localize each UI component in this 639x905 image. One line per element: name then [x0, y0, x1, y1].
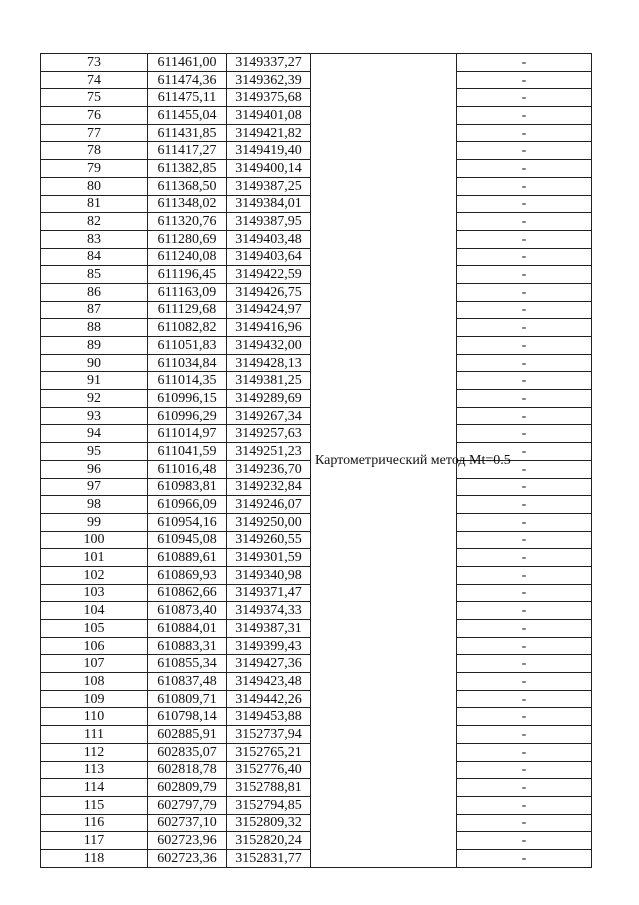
x-coordinate-cell: 602797,79	[148, 796, 227, 814]
x-coordinate-cell: 602723,36	[148, 849, 227, 867]
x-coordinate-cell: 610945,08	[148, 531, 227, 549]
accuracy-cell: -	[457, 443, 592, 461]
accuracy-cell: -	[457, 761, 592, 779]
accuracy-cell: -	[457, 460, 592, 478]
x-coordinate-cell: 611016,48	[148, 460, 227, 478]
accuracy-cell: -	[457, 531, 592, 549]
x-coordinate-cell: 602723,96	[148, 832, 227, 850]
y-coordinate-cell: 3149301,59	[227, 549, 311, 567]
point-number-cell: 110	[41, 708, 148, 726]
x-coordinate-cell: 610883,31	[148, 637, 227, 655]
point-number-cell: 100	[41, 531, 148, 549]
x-coordinate-cell: 610954,16	[148, 513, 227, 531]
x-coordinate-cell: 611014,35	[148, 372, 227, 390]
x-coordinate-cell: 611051,83	[148, 337, 227, 355]
point-number-cell: 89	[41, 337, 148, 355]
accuracy-cell: -	[457, 832, 592, 850]
accuracy-cell: -	[457, 248, 592, 266]
y-coordinate-cell: 3149267,34	[227, 407, 311, 425]
accuracy-cell: -	[457, 779, 592, 797]
y-coordinate-cell: 3149400,14	[227, 160, 311, 178]
point-number-cell: 113	[41, 761, 148, 779]
point-number-cell: 109	[41, 690, 148, 708]
point-number-cell: 79	[41, 160, 148, 178]
y-coordinate-cell: 3149387,31	[227, 620, 311, 638]
point-number-cell: 98	[41, 496, 148, 514]
x-coordinate-cell: 611368,50	[148, 177, 227, 195]
y-coordinate-cell: 3149375,68	[227, 89, 311, 107]
point-number-cell: 90	[41, 354, 148, 372]
y-coordinate-cell: 3149419,40	[227, 142, 311, 160]
point-number-cell: 76	[41, 107, 148, 125]
y-coordinate-cell: 3152831,77	[227, 849, 311, 867]
x-coordinate-cell: 610983,81	[148, 478, 227, 496]
y-coordinate-cell: 3152737,94	[227, 726, 311, 744]
accuracy-cell: -	[457, 549, 592, 567]
x-coordinate-cell: 611348,02	[148, 195, 227, 213]
y-coordinate-cell: 3149422,59	[227, 266, 311, 284]
point-number-cell: 85	[41, 266, 148, 284]
accuracy-cell: -	[457, 107, 592, 125]
y-coordinate-cell: 3149403,48	[227, 230, 311, 248]
point-number-cell: 116	[41, 814, 148, 832]
x-coordinate-cell: 602885,91	[148, 726, 227, 744]
coordinates-table-body	[41, 54, 592, 868]
x-coordinate-cell: 611382,85	[148, 160, 227, 178]
x-coordinate-cell: 611431,85	[148, 124, 227, 142]
x-coordinate-cell: 611041,59	[148, 443, 227, 461]
y-coordinate-cell: 3149427,36	[227, 655, 311, 673]
x-coordinate-cell: 602818,78	[148, 761, 227, 779]
x-coordinate-cell: 610837,48	[148, 673, 227, 691]
point-number-cell: 81	[41, 195, 148, 213]
point-number-cell: 101	[41, 549, 148, 567]
x-coordinate-cell: 602809,79	[148, 779, 227, 797]
y-coordinate-cell: 3152809,32	[227, 814, 311, 832]
x-coordinate-cell: 602835,07	[148, 743, 227, 761]
y-coordinate-cell: 3149289,69	[227, 390, 311, 408]
accuracy-cell: -	[457, 301, 592, 319]
y-coordinate-cell: 3149421,82	[227, 124, 311, 142]
accuracy-cell: -	[457, 425, 592, 443]
point-number-cell: 93	[41, 407, 148, 425]
accuracy-cell: -	[457, 620, 592, 638]
accuracy-cell: -	[457, 584, 592, 602]
point-number-cell: 91	[41, 372, 148, 390]
y-coordinate-cell: 3149260,55	[227, 531, 311, 549]
x-coordinate-cell: 611417,27	[148, 142, 227, 160]
y-coordinate-cell: 3149236,70	[227, 460, 311, 478]
x-coordinate-cell: 602737,10	[148, 814, 227, 832]
accuracy-cell: -	[457, 655, 592, 673]
x-coordinate-cell: 611320,76	[148, 213, 227, 231]
point-number-cell: 99	[41, 513, 148, 531]
y-coordinate-cell: 3152776,40	[227, 761, 311, 779]
y-coordinate-cell: 3149399,43	[227, 637, 311, 655]
point-number-cell: 102	[41, 566, 148, 584]
point-number-cell: 82	[41, 213, 148, 231]
x-coordinate-cell: 611474,36	[148, 71, 227, 89]
accuracy-cell: -	[457, 478, 592, 496]
y-coordinate-cell: 3152765,21	[227, 743, 311, 761]
y-coordinate-cell: 3149371,47	[227, 584, 311, 602]
y-coordinate-cell: 3149337,27	[227, 54, 311, 72]
x-coordinate-cell: 610798,14	[148, 708, 227, 726]
accuracy-cell: -	[457, 266, 592, 284]
y-coordinate-cell: 3149250,00	[227, 513, 311, 531]
y-coordinate-cell: 3149384,01	[227, 195, 311, 213]
accuracy-cell: -	[457, 354, 592, 372]
accuracy-cell: -	[457, 849, 592, 867]
point-number-cell: 83	[41, 230, 148, 248]
point-number-cell: 104	[41, 602, 148, 620]
table-row	[41, 54, 592, 72]
accuracy-cell: -	[457, 513, 592, 531]
accuracy-cell: -	[457, 637, 592, 655]
method-cell: Картометрический метод Mt=0.5	[311, 54, 457, 868]
point-number-cell: 103	[41, 584, 148, 602]
accuracy-cell: -	[457, 54, 592, 72]
point-number-cell: 114	[41, 779, 148, 797]
point-number-cell: 108	[41, 673, 148, 691]
point-number-cell: 106	[41, 637, 148, 655]
point-number-cell: 73	[41, 54, 148, 72]
accuracy-cell: -	[457, 160, 592, 178]
x-coordinate-cell: 611129,68	[148, 301, 227, 319]
x-coordinate-cell: 611455,04	[148, 107, 227, 125]
y-coordinate-cell: 3152794,85	[227, 796, 311, 814]
x-coordinate-cell: 611461,00	[148, 54, 227, 72]
y-coordinate-cell: 3149453,88	[227, 708, 311, 726]
accuracy-cell: -	[457, 372, 592, 390]
x-coordinate-cell: 611163,09	[148, 283, 227, 301]
point-number-cell: 88	[41, 319, 148, 337]
x-coordinate-cell: 610862,66	[148, 584, 227, 602]
accuracy-cell: -	[457, 89, 592, 107]
x-coordinate-cell: 610966,09	[148, 496, 227, 514]
x-coordinate-cell: 611014,97	[148, 425, 227, 443]
accuracy-cell: -	[457, 690, 592, 708]
x-coordinate-cell: 610996,15	[148, 390, 227, 408]
accuracy-cell: -	[457, 708, 592, 726]
y-coordinate-cell: 3149246,07	[227, 496, 311, 514]
accuracy-cell: -	[457, 796, 592, 814]
accuracy-cell: -	[457, 195, 592, 213]
accuracy-cell: -	[457, 602, 592, 620]
accuracy-cell: -	[457, 407, 592, 425]
y-coordinate-cell: 3149340,98	[227, 566, 311, 584]
point-number-cell: 96	[41, 460, 148, 478]
accuracy-cell: -	[457, 213, 592, 231]
accuracy-cell: -	[457, 142, 592, 160]
x-coordinate-cell: 610873,40	[148, 602, 227, 620]
point-number-cell: 74	[41, 71, 148, 89]
y-coordinate-cell: 3149251,23	[227, 443, 311, 461]
x-coordinate-cell: 610884,01	[148, 620, 227, 638]
accuracy-cell: -	[457, 71, 592, 89]
point-number-cell: 86	[41, 283, 148, 301]
accuracy-cell: -	[457, 726, 592, 744]
y-coordinate-cell: 3152788,81	[227, 779, 311, 797]
y-coordinate-cell: 3149426,75	[227, 283, 311, 301]
point-number-cell: 118	[41, 849, 148, 867]
point-number-cell: 115	[41, 796, 148, 814]
point-number-cell: 107	[41, 655, 148, 673]
x-coordinate-cell: 611196,45	[148, 266, 227, 284]
accuracy-cell: -	[457, 673, 592, 691]
x-coordinate-cell: 610996,29	[148, 407, 227, 425]
y-coordinate-cell: 3149416,96	[227, 319, 311, 337]
y-coordinate-cell: 3149401,08	[227, 107, 311, 125]
accuracy-cell: -	[457, 230, 592, 248]
y-coordinate-cell: 3152820,24	[227, 832, 311, 850]
accuracy-cell: -	[457, 124, 592, 142]
point-number-cell: 80	[41, 177, 148, 195]
x-coordinate-cell: 611034,84	[148, 354, 227, 372]
coordinates-table	[40, 53, 592, 868]
accuracy-cell: -	[457, 496, 592, 514]
x-coordinate-cell: 611082,82	[148, 319, 227, 337]
point-number-cell: 77	[41, 124, 148, 142]
accuracy-cell: -	[457, 283, 592, 301]
y-coordinate-cell: 3149257,63	[227, 425, 311, 443]
y-coordinate-cell: 3149362,39	[227, 71, 311, 89]
x-coordinate-cell: 610855,34	[148, 655, 227, 673]
accuracy-cell: -	[457, 337, 592, 355]
point-number-cell: 92	[41, 390, 148, 408]
x-coordinate-cell: 610889,61	[148, 549, 227, 567]
point-number-cell: 111	[41, 726, 148, 744]
point-number-cell: 94	[41, 425, 148, 443]
y-coordinate-cell: 3149403,64	[227, 248, 311, 266]
accuracy-cell: -	[457, 743, 592, 761]
accuracy-cell: -	[457, 566, 592, 584]
point-number-cell: 112	[41, 743, 148, 761]
accuracy-cell: -	[457, 390, 592, 408]
y-coordinate-cell: 3149428,13	[227, 354, 311, 372]
x-coordinate-cell: 611280,69	[148, 230, 227, 248]
point-number-cell: 95	[41, 443, 148, 461]
y-coordinate-cell: 3149232,84	[227, 478, 311, 496]
y-coordinate-cell: 3149423,48	[227, 673, 311, 691]
point-number-cell: 84	[41, 248, 148, 266]
accuracy-cell: -	[457, 319, 592, 337]
y-coordinate-cell: 3149387,25	[227, 177, 311, 195]
point-number-cell: 117	[41, 832, 148, 850]
x-coordinate-cell: 610869,93	[148, 566, 227, 584]
y-coordinate-cell: 3149432,00	[227, 337, 311, 355]
point-number-cell: 78	[41, 142, 148, 160]
x-coordinate-cell: 611475,11	[148, 89, 227, 107]
point-number-cell: 75	[41, 89, 148, 107]
point-number-cell: 97	[41, 478, 148, 496]
y-coordinate-cell: 3149442,26	[227, 690, 311, 708]
x-coordinate-cell: 611240,08	[148, 248, 227, 266]
y-coordinate-cell: 3149387,95	[227, 213, 311, 231]
y-coordinate-cell: 3149381,25	[227, 372, 311, 390]
y-coordinate-cell: 3149374,33	[227, 602, 311, 620]
y-coordinate-cell: 3149424,97	[227, 301, 311, 319]
x-coordinate-cell: 610809,71	[148, 690, 227, 708]
point-number-cell: 87	[41, 301, 148, 319]
accuracy-cell: -	[457, 177, 592, 195]
point-number-cell: 105	[41, 620, 148, 638]
accuracy-cell: -	[457, 814, 592, 832]
